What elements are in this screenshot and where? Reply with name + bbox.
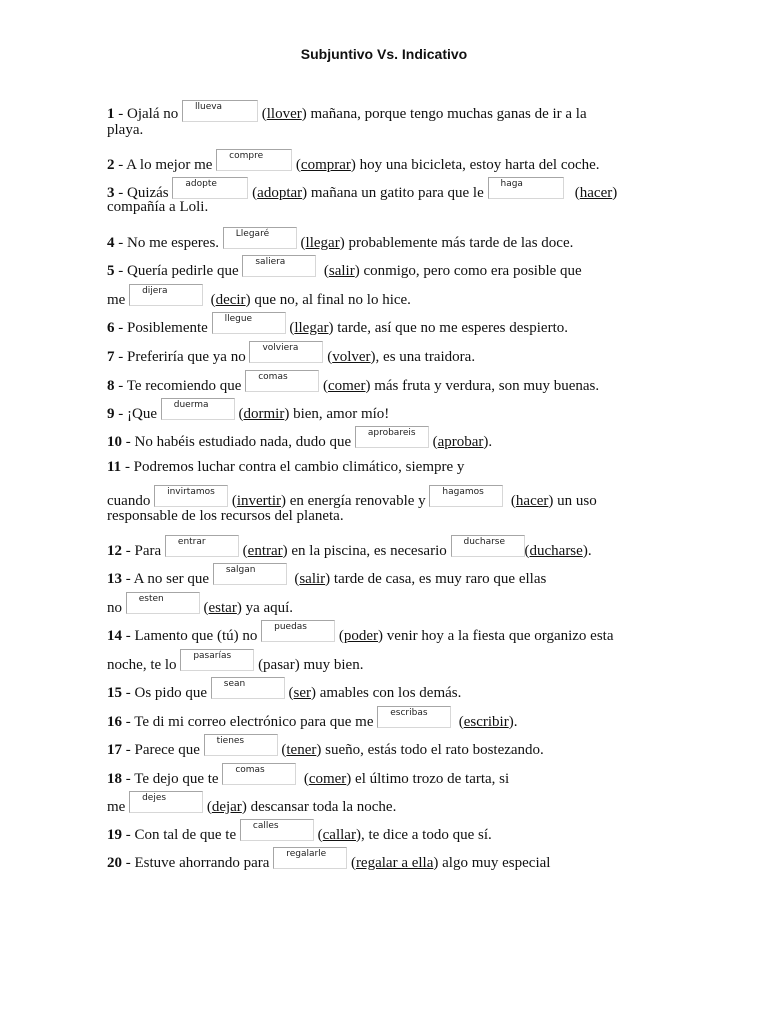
sentence-text: - Parece que [122,742,200,758]
verb-hint: llegar [305,235,340,251]
sentence-text: , es una traidora. [375,349,476,365]
exercise-12: 12 - Para entrar (entrar) en la piscina, es necesario ducharse (ducharse). [107,537,592,559]
verb-hint: comprar [300,157,351,173]
sentence-text: no [107,600,122,616]
verb-hint: volver [332,349,371,365]
verb-hint: comer [327,378,366,394]
verb-hint: entrar [247,543,283,559]
verb-hint: estar [208,600,237,616]
exercise-number: 1 [107,106,115,122]
exercise-17: 17 - Parece que tienes (tener) sueño, estás todo el rato bostezando. [107,736,544,758]
exercise-11 [107,458,464,476]
exercise-number: 19 [107,827,122,843]
answer-field-4[interactable] [223,227,297,249]
sentence-text: , te dice a todo que sí. [360,827,492,843]
sentence-text: - Te recomiendo que [114,378,242,394]
sentence-text: playa. [107,122,144,138]
sentence-text: responsable de los recursos del planeta. [107,508,344,524]
answer-field-18b[interactable] [129,791,203,813]
exercise-6: 6 - Posiblemente llegue (llegar) tarde, así que no me esperes despierto. [107,314,568,336]
sentence-text: algo muy especial [438,855,551,871]
exercise-number: 4 [107,235,115,251]
answer-value: dijera [142,286,168,296]
sentence-text: - Quería pedirle que [114,263,239,279]
exercise-16: 16 - Te di mi correo electrónico para que me escribas (escribir). [107,708,518,730]
verb-hint: escribir [463,714,509,730]
answer-field-1[interactable] [182,100,258,122]
sentence-text: . [488,434,493,450]
answer-field-12a[interactable] [165,535,239,557]
verb-hint: llover [266,106,302,122]
answer-value: comas [258,372,288,382]
answer-field-19[interactable] [240,819,314,841]
exercise-number: 17 [107,742,122,758]
answer-value: puedas [274,622,307,632]
sentence-text: (pasar) muy bien. [254,657,364,673]
sentence-text: - A no ser que [122,571,210,587]
verb-hint: salir [328,263,355,279]
exercise-number: 6 [107,320,115,336]
sentence-text: - Os pido que [122,685,207,701]
answer-field-3b[interactable] [488,177,564,199]
exercise-1: 1 - Ojalá no llueva (llover) mañana, porque tengo muchas ganas de ir a la [107,102,587,122]
sentence-text: - Estuve ahorrando para [122,855,270,871]
exercise-number: 7 [107,349,115,365]
verb-hint: invertir [236,493,281,509]
sentence-text: compañía a Loli. [107,199,209,215]
answer-field-2[interactable] [216,149,292,171]
exercise-3-cont [107,198,208,216]
verb-hint: dormir [243,406,285,422]
verb-hint: hacer [515,493,549,509]
exercise-5-cont: me dijera (decir) que no, al final no lo hice. [107,286,411,308]
sentence-text: - Preferiría que ya no [114,349,246,365]
sentence-text: - Para [122,543,162,559]
answer-field-11a[interactable] [154,485,228,507]
answer-field-5b[interactable] [129,284,203,306]
answer-field-11b[interactable] [429,485,503,507]
answer-field-7[interactable] [249,341,323,363]
answer-value: compre [229,151,264,161]
sentence-text: . [587,543,592,559]
sentence-text: - Te dejo que te [122,771,219,787]
exercise-number: 11 [107,459,122,475]
exercise-number: 5 [107,263,115,279]
exercise-8: 8 - Te recomiendo que comas (comer) más fruta y verdura, son muy buenas. [107,372,600,394]
sentence-text: - Lamento que (tú) no [122,628,258,644]
answer-value: llegue [224,314,253,324]
exercise-14-cont [107,649,363,674]
exercise-number: 9 [107,406,115,422]
sentence-text: - Con tal de que te [122,827,237,843]
answer-field-10[interactable] [355,426,429,448]
answer-field-3a[interactable] [172,177,248,199]
answer-value: esten [138,594,164,604]
exercise-number: 12 [107,543,122,559]
answer-value: hagamos [442,487,484,497]
answer-value: Llegaré [235,229,270,239]
sentence-text: - Te di mi correo electrónico para que me [122,714,374,730]
exercise-19: 19 - Con tal de que te calles (callar), te dice a todo que sí. [107,821,492,843]
exercise-9: 9 - ¡Que duerma (dormir) bien, amor mío! [107,400,390,422]
exercise-5: 5 - Quería pedirle que saliera (salir) conmigo, pero como era posible que [107,257,582,279]
exercise-20: 20 - Estuve ahorrando para regalarle (regalar a ella) algo muy especial [107,849,551,871]
verb-hint: hacer [579,185,613,201]
verb-hint: regalar a ella [355,855,434,871]
verb-hint: ducharse [529,543,583,559]
answer-field-20[interactable] [273,847,347,869]
exercise-number: 16 [107,714,122,730]
exercise-number: 14 [107,628,122,644]
exercise-number: 15 [107,685,122,701]
exercise-13-cont: no esten (estar) ya aquí. [107,594,294,616]
answer-field-12b[interactable] [451,535,525,557]
answer-field-5a[interactable] [242,255,316,277]
verb-hint: tener [286,742,317,758]
verb-hint: salir [299,571,326,587]
sentence-text: conmigo, pero como era posible que [359,263,582,279]
verb-hint: ser [293,685,311,701]
answer-value: tienes [216,736,245,746]
answer-value: haga [500,179,523,189]
answer-value: sean [223,679,246,689]
verb-hint: llegar [294,320,329,336]
sentence-text: probablemente más tarde de las doce. [344,235,574,251]
verb-hint: decir [215,292,246,308]
answer-field-17[interactable] [204,734,278,756]
exercise-7: 7 - Preferiría que ya no volviera (volver), es una traidora. [107,343,476,365]
exercise-number: 2 [107,157,115,173]
page-title: Subjuntivo Vs. Indicativo [300,46,468,62]
exercise-number: 20 [107,855,122,871]
verb-hint: dejar [211,799,242,815]
answer-value: pasarías [193,651,232,661]
answer-field-14a[interactable] [261,620,335,642]
exercise-1-cont [107,121,143,139]
answer-value: dejes [142,793,167,803]
answer-value: entrar [177,537,206,547]
answer-value: llueva [194,102,223,112]
exercise-14: 14 - Lamento que (tú) no puedas (poder) venir hoy a la fiesta que organizo esta [107,622,614,644]
sentence-text: - Posiblemente [114,320,208,336]
sentence-text: mañana, porque tengo muchas ganas de ir a la [306,106,587,122]
answer-field-15[interactable] [211,677,285,699]
answer-field-18a[interactable] [222,763,296,785]
verb-hint: adoptar [257,185,303,201]
answer-value: volviera [262,343,299,353]
sentence-text: que no, al final no lo hice. [250,292,411,308]
sentence-text: - A lo mejor me [114,157,213,173]
sentence-text: el último trozo de tarta, si [351,771,510,787]
exercise-number: 10 [107,434,122,450]
answer-value: escribas [390,708,428,718]
sentence-text: - Ojalá no [114,106,179,122]
answer-value: adopte [185,179,217,189]
exercise-4: 4 - No me esperes. Llegaré (llegar) probablemente más tarde de las doce. [107,229,574,251]
sentence-text: más fruta y verdura, son muy buenas. [370,378,600,394]
sentence-text: bien, amor mío! [289,406,390,422]
answer-field-13b[interactable] [126,592,200,614]
sentence-text: descansar toda la noche. [246,799,397,815]
answer-value: salgan [225,565,256,575]
answer-field-13a[interactable] [213,563,287,585]
exercise-13: 13 - A no ser que salgan (salir) tarde de casa, es muy raro que ellas [107,565,547,587]
sentence-text: - Quizás [114,185,169,201]
sentence-text: sueño, estás todo el rato bostezando. [321,742,544,758]
answer-field-14b[interactable] [180,649,254,671]
sentence-text: cuando [107,493,151,509]
sentence-text: ya aquí. [241,600,294,616]
exercise-number: 3 [107,185,115,201]
sentence-text: me [107,799,126,815]
exercise-18-cont: me dejes (dejar) descansar toda la noche. [107,793,397,815]
exercise-11-cont [107,507,344,525]
verb-hint: comer [308,771,347,787]
exercise-number: 18 [107,771,122,787]
exercise-11-line2: cuando invirtamos (invertir) en energía renovable y hagamos (hacer) un uso [107,487,597,509]
sentence-text: tarde, así que no me esperes despierto. [333,320,568,336]
exercise-3: 3 - Quizás adopte (adoptar) mañana un gatito para que le haga (hacer) [107,179,618,201]
answer-value: saliera [255,257,286,267]
sentence-text: hoy una bicicleta, estoy harta del coche. [355,157,600,173]
sentence-text: en la piscina, es necesario [287,543,447,559]
sentence-text: . [513,714,518,730]
verb-hint: aprobar [437,434,484,450]
answer-value: calles [252,821,279,831]
sentence-text: - Podremos luchar contra el cambio climático, siempre y [121,459,465,475]
answer-field-16[interactable] [377,706,451,728]
exercise-18: 18 - Te dejo que te comas (comer) el último trozo de tarta, si [107,765,510,787]
sentence-text: noche, te lo [107,657,177,673]
answer-value: comas [235,765,265,775]
answer-value: ducharse [463,537,506,547]
sentence-text: venir hoy a la fiesta que organizo esta [383,628,614,644]
sentence-text: tarde de casa, es muy raro que ellas [330,571,547,587]
sentence-text: mañana un gatito para que le [307,185,484,201]
answer-value: duerma [173,400,209,410]
sentence-text: me [107,292,126,308]
answer-field-8[interactable] [245,370,319,392]
exercise-number: 13 [107,571,122,587]
verb-hint: poder [343,628,379,644]
verb-hint: callar [322,827,356,843]
sentence-text: - No me esperes. [114,235,220,251]
answer-value: invirtamos [167,487,215,497]
answer-field-6[interactable] [212,312,286,334]
answer-field-9[interactable] [161,398,235,420]
exercise-10: 10 - No habéis estudiado nada, dudo que aprobareis (aprobar). [107,428,493,450]
sentence-text: en energía renovable y [285,493,426,509]
exercise-number: 8 [107,378,115,394]
exercise-2: 2 - A lo mejor me compre (comprar) hoy una bicicleta, estoy harta del coche. [107,151,600,173]
exercise-15: 15 - Os pido que sean (ser) amables con los demás. [107,679,462,701]
sentence-text: - ¡Que [114,406,157,422]
sentence-text: un uso [553,493,597,509]
sentence-text: - No habéis estudiado nada, dudo que [122,434,352,450]
sentence-text: amables con los demás. [316,685,462,701]
answer-value: aprobareis [367,428,416,438]
answer-value: regalarle [286,849,327,859]
